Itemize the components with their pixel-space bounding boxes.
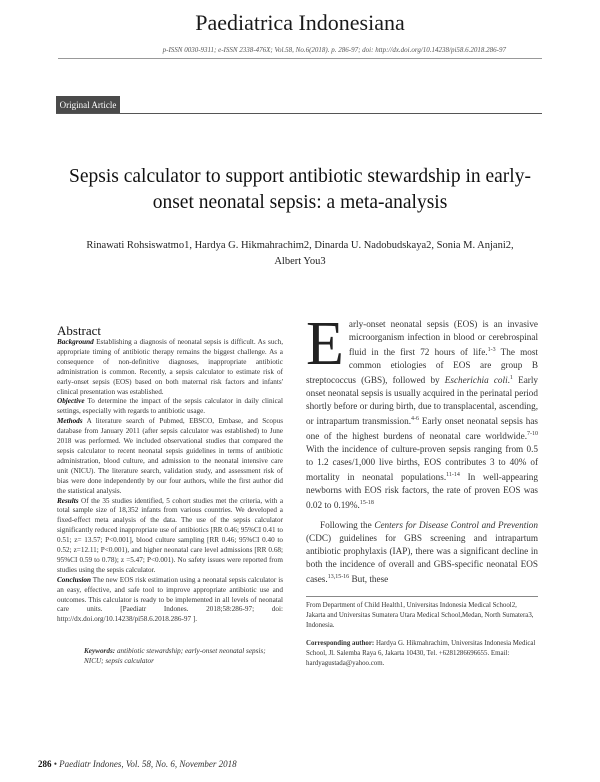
body-text: Early onset neonatal sepsis has one of the highest burdens of neonatal care worldwide. — [306, 416, 538, 442]
page-number: 286 — [38, 759, 52, 769]
issn-doi-line: p-ISSN 0030-9311; e-ISSN 2338-476X; Vol.58, No.6(2018). p. 286-97; doi: http://dx.doi.org/10.14238/pi58.6.2018.286-97 — [162, 46, 506, 54]
citation: 1-3 — [487, 347, 496, 353]
abstract-objective — [57, 397, 283, 417]
abstract-column — [57, 324, 283, 625]
affiliations — [306, 601, 538, 677]
header-divider — [58, 58, 542, 59]
conclusion-text: The new EOS risk estimation using a neonatal sepsis calculator is an easy, effective, and safe tool to improve appropriate antibiotic use and outcomes. This calculator is ready to be implemented in all levels of neonatal care units. [Paediatr Indones. 2018;58:286-97; doi: http://dx.doi.org/10.14238/pi58.6.2018.286-97 ]. — [57, 575, 283, 624]
body-column — [306, 310, 538, 586]
keywords — [84, 646, 274, 666]
methods-label: Methods — [57, 417, 83, 426]
abstract-heading: Abstract — [57, 323, 102, 338]
body-text: With the incidence of culture-proven sepsis ranging from 0.5 to 1.2 cases/1,000 live births, EOS contributes 3 to 40% of mortality in neonatal populations. — [306, 444, 538, 483]
body-text: (CDC) guidelines for GBS screening and intrapartum antibiotic prophylaxis (IAP), there was a significant decline in both the incidence of overall and GBS-specific neonatal EOS cases. — [306, 533, 538, 585]
keywords-text: antibiotic stewardship; early-onset neonatal sepsis; NICU; sepsis calculator — [84, 647, 266, 665]
background-text: Establishing a diagnosis of neonatal sepsis is difficult. As such, appropriate timing of antibiotic therapy remains the biggest challenge. As a consequence of non-definitive diagnoses, inappropriate antibiotic administration is common. Recently, a sepsis calculator to estimate risk of early-onset sepsis (EOS) based on both maternal risk factors and infants' clinical presentation was established. — [57, 338, 284, 396]
article-type-divider — [56, 113, 542, 114]
page-footer — [38, 759, 237, 769]
abstract-background — [57, 338, 283, 397]
journal-name: Paediatrica Indonesiana — [195, 10, 405, 35]
results-label: Results — [57, 496, 79, 505]
footer-citation: • Paediatr Indones, Vol. 58, No. 6, November 2018 — [53, 759, 237, 769]
body-text: Following the — [320, 520, 375, 531]
body-text: In well-appearing newborns with EOS risk factors, the rate of proven EOS was 0.02 to 0.19%. — [306, 472, 538, 511]
body-paragraph-2 — [306, 519, 538, 586]
citation: 13,15-16 — [327, 574, 350, 581]
conclusion-label: Conclusion — [57, 575, 91, 584]
methods-text: A literature search of Pubmed, EBSCO, Embase, and Scopus database from January 2011 (after sepsis calculator was established) to June 2018 was performed. We included observational studies that compared the sepsis calculator to recent neonatal sepsis guidelines in terms of antibiotic administration, blood culture, and admission to the neonatal intensive care unit (NICU). The literature search, validation study, and assessment risk of bias were done independently by our four authors, while the first author did the statistical analysis. — [57, 417, 283, 495]
citation: 4-6 — [411, 416, 420, 423]
author-list: Rinawati Rohsiswatmo1, Hardya G. Hikmahrachim2, Dinarda U. Nadobudskaya2, Sonia M. Anjani2, Albert You3 — [86, 240, 514, 267]
corresponding-author — [306, 639, 538, 669]
abstract-body — [57, 338, 283, 625]
body-text: But, these — [349, 574, 389, 585]
citation: 1 — [509, 375, 513, 382]
citation: 7-10 — [527, 431, 538, 438]
body-text: The most common etiologies of EOS are group B streptococcus (GBS), followed by — [306, 347, 538, 386]
results-text: Of the 35 studies identified, 5 cohort studies met the criteria, with a total sample size of 18,352 infants from various countries. We developed a fixed-effect meta analysis of the data. The use of the sepsis calculator significantly reduced inappropriate use of antibiotics [RR 0.46; 95%CI 0.41 to 0.51; z= 13.57; P<0.001], blood culture sampling [RR 0.46; 95%CI 0.40 to 0.52; z=12.11; P<0.001), and higher neonatal care level admissions [RR 0.68; 95%CI 0.59 to 0.78); z =5.47; P<0.001). No safety issues were reported from studies using the sepsis calculator. — [57, 496, 284, 574]
body-text: Early onset neonatal sepsis is usually acquired in the perinatal period shortly before or during birth, due to transplacental, ascending, or intrapartum transmission. — [306, 375, 538, 427]
abstract-methods — [57, 417, 283, 496]
abstract-conclusion — [57, 576, 283, 626]
corresponding-text: Hardya G. Hikmahrachim, Universitas Indonesia Medical School, Jl. Salemba Raya 6, Jakarta 10430, Tel. +6281286696655. Email: hardyagustada@yahoo.com. — [306, 640, 536, 667]
article-type-badge: Original Article — [56, 96, 120, 114]
body-paragraph-1 — [306, 310, 538, 512]
objective-text: To determine the impact of the sepsis calculator in daily clinical settings, especially with regards to antibiotic usage. — [57, 397, 283, 416]
background-label: Background — [57, 338, 94, 346]
affiliation-from: From Department of Child Health1, Universitas Indonesia Medical School2, Jakarta and Universitas Sumatera Utara Medical School,Medan, North Sumatera3, Indonesia. — [306, 602, 534, 629]
objective-label: Objective — [57, 397, 85, 406]
abstract-results — [57, 497, 283, 576]
citation: 11-14 — [446, 472, 460, 479]
body-text: arly-onset neonatal sepsis (EOS) is an invasive microorganism infection in blood or cerebrospinal fluid in the first 72 hours of life. — [348, 319, 538, 358]
corresponding-label: Corresponding author: — [306, 640, 375, 647]
citation: 15-18 — [359, 500, 374, 507]
affiliation-divider — [306, 596, 538, 597]
drop-cap: E — [306, 310, 344, 378]
keywords-label: Keywords: — [84, 647, 116, 655]
article-title: Sepsis calculator to support antibiotic stewardship in early-onset neonatal sepsis: a meta-analysis — [69, 166, 531, 213]
organization-name: Centers for Disease Control and Prevention — [374, 520, 538, 531]
species-name: Escherichia coli — [444, 375, 508, 386]
body-text: . — [507, 375, 510, 386]
